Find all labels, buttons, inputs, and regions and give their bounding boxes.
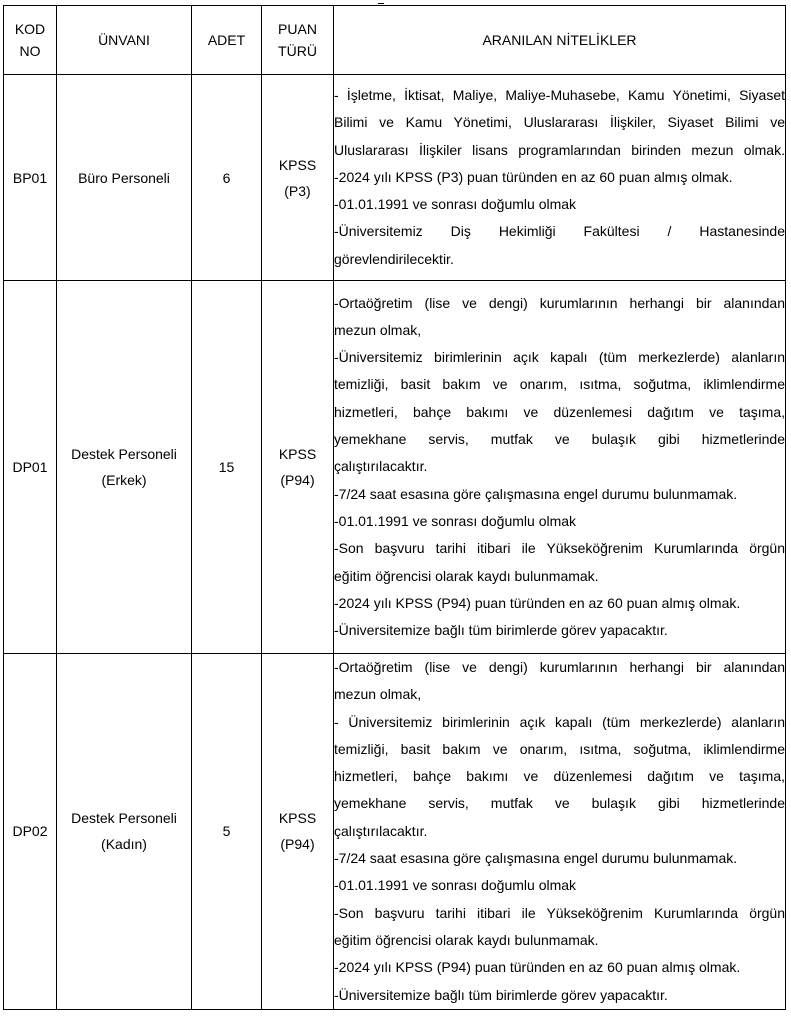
header-puan-turu: PUAN TÜRÜ — [262, 6, 334, 75]
cell-adet: 5 — [192, 654, 262, 1010]
requirement-line: -01.01.1991 ve sonrası doğumlu olmak — [334, 512, 577, 529]
requirement-line: - Üniversitemiz birimlerinin açık kapalı (tüm merkezlerde) alanların — [334, 713, 785, 730]
puan-line: KPSS — [278, 810, 317, 827]
requirement-line: Bilimi ve Kamu Yönetimi, Uluslararası İlişkiler, Siyaset Bilimi ve — [334, 114, 785, 131]
requirement-line: -2024 yılı KPSS (P94) puan türünden en az 60 puan almış olmak. — [334, 594, 741, 611]
unvan-line: Büro Personeli — [78, 169, 170, 186]
header-adet: ADET — [192, 6, 262, 75]
requirement-line: -Üniversitemize bağlı tüm birimlerde görev yapacaktır. — [334, 622, 668, 639]
requirement-line: hizmetleri, bahçe bakımı ve düzenlemesi dağıtım ve taşıma, — [334, 768, 785, 785]
requirement-line: -Üniversitemiz birimlerinin açık kapalı (tüm merkezlerde) alanların — [334, 349, 785, 366]
header-kod-no: KOD NO — [4, 6, 57, 75]
cell-requirements — [334, 654, 786, 1010]
requirement-line: -Üniversitemize bağlı tüm birimlerde görev yapacaktır. — [334, 986, 668, 1003]
positions-table — [3, 5, 786, 1010]
cell-requirements — [334, 281, 786, 654]
requirement-line: yemekhane servis, mutfak ve bulaşık gibi hizmetlerinde — [334, 795, 785, 812]
cell-puan-turu — [262, 654, 334, 1010]
requirement-line: -01.01.1991 ve sonrası doğumlu olmak — [334, 877, 577, 894]
requirement-line: çalıştırılacaktır. — [334, 822, 428, 839]
cell-unvan — [57, 75, 192, 281]
header-unvan: ÜNVANI — [57, 6, 192, 75]
requirement-line: -7/24 saat esasına göre çalışmasına engel durumu bulunmamak. — [334, 850, 738, 867]
cell-kod: BP01 — [4, 75, 57, 281]
table-row — [4, 75, 786, 281]
header-aranilan-nitelikler: ARANILAN NİTELİKLER — [334, 6, 786, 75]
cell-unvan — [57, 281, 192, 654]
unvan-line: (Kadın) — [101, 836, 147, 853]
requirement-line: -7/24 saat esasına göre çalışmasına engel durumu bulunmamak. — [334, 485, 738, 502]
requirement-line: mezun olmak, — [334, 321, 422, 338]
cell-adet: 6 — [192, 75, 262, 281]
cell-unvan — [57, 654, 192, 1010]
requirement-line: temizliği, basit bakım ve onarım, ısıtma, soğutma, iklimlendirme — [334, 376, 785, 393]
requirement-line: -Ortaöğretim (lise ve dengi) kurumlarının herhangi bir alanından — [334, 294, 785, 311]
requirement-line: Uluslararası İlişkiler lisans programlarından birinden mezun olmak. — [334, 141, 785, 158]
puan-line: (P94) — [280, 472, 315, 488]
requirement-line: hizmetleri, bahçe bakımı ve düzenlemesi dağıtım ve taşıma, — [334, 403, 785, 420]
requirement-line: görevlendirilecektir. — [334, 250, 454, 267]
cell-kod: DP01 — [4, 281, 57, 654]
requirement-line: -Son başvuru tarihi itibari ile Yükseköğrenim Kurumlarında örgün — [334, 904, 785, 921]
requirement-line: çalıştırılacaktır. — [334, 458, 428, 475]
requirement-line: -Ortaöğretim (lise ve dengi) kurumlarının herhangi bir alanından — [334, 659, 785, 675]
requirement-line: eğitim öğrencisi olarak kaydı bulunmamak. — [334, 567, 599, 584]
requirement-line: eğitim öğrencisi olarak kaydı bulunmamak. — [334, 931, 599, 948]
cell-kod: DP02 — [4, 654, 57, 1010]
requirement-line: temizliği, basit bakım ve onarım, ısıtma, soğutma, iklimlendirme — [334, 740, 785, 757]
puan-line: KPSS — [278, 446, 317, 462]
requirement-line: mezun olmak, — [334, 686, 422, 703]
requirement-line: -2024 yılı KPSS (P94) puan türünden en az 60 puan almış olmak. — [334, 959, 741, 976]
table-row — [4, 281, 786, 654]
unvan-line: Destek Personeli — [71, 446, 177, 462]
cell-puan-turu — [262, 281, 334, 654]
cell-adet: 15 — [192, 281, 262, 654]
cell-puan-turu — [262, 75, 334, 281]
requirement-line: -Üniversitemiz Diş Hekimliği Fakültesi / Hastanesinde — [334, 223, 785, 240]
cell-requirements — [334, 75, 786, 281]
puan-line: KPSS — [278, 156, 317, 173]
table-header-row — [4, 6, 786, 75]
requirement-line: - İşletme, İktisat, Maliye, Maliye-Muhasebe, Kamu Yönetimi, Siyaset — [334, 86, 785, 103]
requirement-line: -Son başvuru tarihi itibari ile Yükseköğrenim Kurumlarında örgün — [334, 540, 785, 557]
unvan-line: (Erkek) — [101, 472, 147, 488]
puan-line: (P94) — [280, 836, 315, 853]
requirement-line: -01.01.1991 ve sonrası doğumlu olmak — [334, 196, 577, 213]
puan-line: (P3) — [284, 182, 311, 199]
top-edge-mark — [378, 0, 384, 4]
requirement-line: yemekhane servis, mutfak ve bulaşık gibi hizmetlerinde — [334, 431, 785, 448]
table-row — [4, 654, 786, 1010]
unvan-line: Destek Personeli — [71, 810, 177, 827]
requirement-line: -2024 yılı KPSS (P3) puan türünden en az 60 puan almış olmak. — [334, 168, 733, 185]
